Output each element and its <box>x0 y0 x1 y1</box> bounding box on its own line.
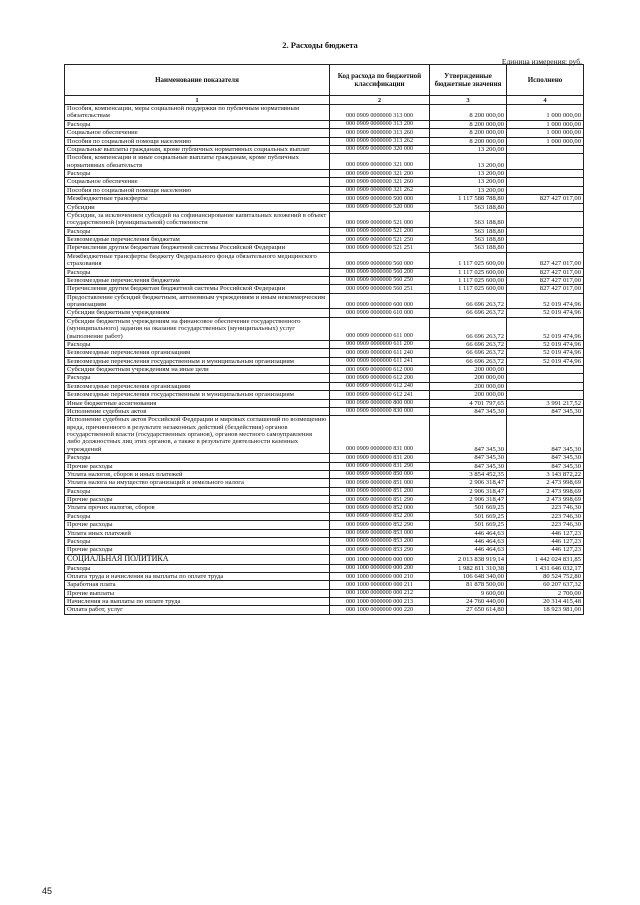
row-approved: 9 600,00 <box>430 589 507 597</box>
row-approved: 501 669,25 <box>430 521 507 529</box>
row-approved: 501 669,25 <box>430 504 507 512</box>
row-executed: 847 345,30 <box>507 454 584 462</box>
table-row <box>65 512 584 520</box>
row-executed: 3 991 217,52 <box>507 399 584 407</box>
row-code: 000 0909 0000000 560 200 <box>330 268 430 276</box>
row-executed: 847 345,30 <box>507 407 584 415</box>
row-code: 000 0909 0000000 611 200 <box>330 340 430 348</box>
row-name: Безвозмездные перечисления организациям <box>65 382 330 390</box>
row-code: 000 0909 0000000 611 240 <box>330 349 430 357</box>
row-executed <box>507 186 584 194</box>
row-executed: 2 700,00 <box>507 589 584 597</box>
row-executed: 52 019 474,96 <box>507 309 584 317</box>
row-executed: 2 473 998,69 <box>507 496 584 504</box>
row-name: Иные бюджетные ассигнования <box>65 399 330 407</box>
row-code: 000 0909 0000000 853 200 <box>330 537 430 545</box>
row-name: Субсидии, за исключением субсидий на софинансирование капитальных вложений в объект государственной (муниципальной) собственности <box>65 211 330 227</box>
row-code: 000 0909 0000000 611 241 <box>330 357 430 365</box>
row-approved: 66 696 263,72 <box>430 349 507 357</box>
row-code: 000 0909 0000000 853 000 <box>330 529 430 537</box>
row-name: Исполнение судебных актов Российской Федерации и мировых соглашений по возмещению вреда, причиненного в результате незаконных действий (бездействия) органов государственной власти (государственных органов), органов местного самоуправления либо должностных лиц этих органов, а также в результате деятельности казенных учреждений <box>65 416 330 454</box>
row-name: Расходы <box>65 374 330 382</box>
row-code: 000 0909 0000000 320 000 <box>330 145 430 153</box>
row-code: 000 0909 0000000 612 241 <box>330 391 430 399</box>
row-name: Прочие расходы <box>65 462 330 470</box>
table-row <box>65 554 584 564</box>
row-approved: 446 464,63 <box>430 546 507 554</box>
table-row <box>65 399 584 407</box>
table-row <box>65 564 584 572</box>
row-approved: 200 000,00 <box>430 374 507 382</box>
row-executed: 827 427 017,00 <box>507 268 584 276</box>
row-name: Межбюджетные трансферты <box>65 195 330 203</box>
row-approved: 200 000,00 <box>430 366 507 374</box>
row-name: Расходы <box>65 120 330 128</box>
table-row <box>65 496 584 504</box>
row-code: 000 0909 0000000 500 000 <box>330 195 430 203</box>
row-approved: 13 200,00 <box>430 145 507 153</box>
row-code: 000 0909 0000000 831 290 <box>330 462 430 470</box>
row-code: 000 0909 0000000 851 000 <box>330 479 430 487</box>
table-row <box>65 546 584 554</box>
row-approved: 13 200,00 <box>430 170 507 178</box>
table-row <box>65 170 584 178</box>
row-approved: 27 650 614,80 <box>430 606 507 614</box>
table-row <box>65 529 584 537</box>
table-row <box>65 606 584 614</box>
row-name: Прочие выплаты <box>65 589 330 597</box>
row-executed <box>507 244 584 252</box>
row-approved: 2 013 838 919,14 <box>430 554 507 564</box>
row-code: 000 0909 0000000 313 260 <box>330 129 430 137</box>
row-approved: 200 000,00 <box>430 391 507 399</box>
row-executed: 20 314 415,48 <box>507 598 584 606</box>
row-code: 000 0909 0000000 852 200 <box>330 512 430 520</box>
row-name: Заработная плата <box>65 581 330 589</box>
table-row <box>65 357 584 365</box>
table-row <box>65 211 584 227</box>
header-approved: Утвержденные бюджетные значения <box>430 65 507 96</box>
row-code: 000 0909 0000000 321 200 <box>330 170 430 178</box>
row-code: 000 1000 0000000 000 220 <box>330 606 430 614</box>
row-approved: 66 696 263,72 <box>430 309 507 317</box>
row-name: Оплата работ, услуг <box>65 606 330 614</box>
row-code: 000 0909 0000000 321 260 <box>330 178 430 186</box>
table-row <box>65 195 584 203</box>
row-executed <box>507 236 584 244</box>
row-approved: 13 200,00 <box>430 154 507 170</box>
row-approved: 24 760 440,00 <box>430 598 507 606</box>
row-executed <box>507 145 584 153</box>
table-row <box>65 317 584 340</box>
row-name: Межбюджетные трансферты бюджету Федерального фонда обязательного медицинского страхования <box>65 252 330 268</box>
header-code: Код расхода по бюджетной классификации <box>330 65 430 96</box>
row-approved: 1 117 025 600,00 <box>430 285 507 293</box>
table-row <box>65 276 584 284</box>
row-code: 000 0909 0000000 313 262 <box>330 137 430 145</box>
table-body <box>65 105 584 615</box>
row-name: Исполнение судебных актов <box>65 407 330 415</box>
row-approved: 563 188,80 <box>430 203 507 211</box>
row-code: 000 0909 0000000 313 200 <box>330 120 430 128</box>
row-approved: 66 696 263,72 <box>430 340 507 348</box>
row-name: Уплата прочих налогов, сборов <box>65 504 330 512</box>
row-name: Оплата труда и начисления на выплаты по оплате труда <box>65 572 330 580</box>
row-approved: 1 117 025 600,00 <box>430 252 507 268</box>
column-number: 1 <box>65 96 330 105</box>
row-approved: 563 188,80 <box>430 211 507 227</box>
row-name: Расходы <box>65 170 330 178</box>
row-code: 000 1000 0000000 000 000 <box>330 554 430 564</box>
page-number: 45 <box>42 886 53 896</box>
row-executed: 52 019 474,96 <box>507 349 584 357</box>
row-approved: 501 669,25 <box>430 512 507 520</box>
row-approved: 1 117 025 600,00 <box>430 276 507 284</box>
row-approved: 563 188,80 <box>430 236 507 244</box>
row-code: 000 0909 0000000 321 000 <box>330 154 430 170</box>
row-approved: 563 188,80 <box>430 227 507 235</box>
row-code: 000 0909 0000000 560 000 <box>330 252 430 268</box>
row-executed: 446 127,23 <box>507 537 584 545</box>
table-row <box>65 598 584 606</box>
row-executed: 827 427 017,00 <box>507 195 584 203</box>
table-row <box>65 454 584 462</box>
row-executed <box>507 178 584 186</box>
row-name: Безвозмездные перечисления государственным и муниципальным организациям <box>65 357 330 365</box>
row-approved: 1 117 588 788,80 <box>430 195 507 203</box>
row-executed: 847 345,30 <box>507 416 584 454</box>
row-name: Безвозмездные перечисления бюджетам <box>65 236 330 244</box>
row-code: 000 0909 0000000 830 000 <box>330 407 430 415</box>
row-executed: 52 019 474,96 <box>507 357 584 365</box>
row-name: Начисления на выплаты по оплате труда <box>65 598 330 606</box>
table-row <box>65 462 584 470</box>
table-row <box>65 581 584 589</box>
row-executed <box>507 382 584 390</box>
row-name: Прочие расходы <box>65 496 330 504</box>
row-name: Расходы <box>65 487 330 495</box>
row-name: Безвозмездные перечисления организациям <box>65 349 330 357</box>
row-name: Субсидии <box>65 203 330 211</box>
row-code: 000 0909 0000000 521 251 <box>330 244 430 252</box>
table-row <box>65 382 584 390</box>
row-code: 000 0909 0000000 831 200 <box>330 454 430 462</box>
row-code: 000 0909 0000000 313 000 <box>330 105 430 121</box>
row-approved: 2 906 318,47 <box>430 496 507 504</box>
table-row <box>65 309 584 317</box>
row-approved: 106 648 340,00 <box>430 572 507 580</box>
row-name: Субсидии бюджетным учреждениям на иные цели <box>65 366 330 374</box>
row-approved: 847 345,30 <box>430 416 507 454</box>
column-number: 2 <box>330 96 430 105</box>
row-code: 000 1000 0000000 000 210 <box>330 572 430 580</box>
row-approved: 2 906 318,47 <box>430 487 507 495</box>
row-name: Субсидии бюджетным учреждениям <box>65 309 330 317</box>
row-executed: 446 127,23 <box>507 546 584 554</box>
row-name: Расходы <box>65 340 330 348</box>
table-row <box>65 479 584 487</box>
row-executed: 18 923 981,00 <box>507 606 584 614</box>
row-code: 000 0909 0000000 600 000 <box>330 293 430 309</box>
table-row <box>65 236 584 244</box>
row-approved: 847 345,30 <box>430 454 507 462</box>
column-number: 4 <box>507 96 584 105</box>
table-row <box>65 391 584 399</box>
row-name: Расходы <box>65 512 330 520</box>
table-row <box>65 227 584 235</box>
row-approved: 8 200 000,00 <box>430 105 507 121</box>
table-row <box>65 374 584 382</box>
row-executed: 223 746,30 <box>507 504 584 512</box>
table-row <box>65 252 584 268</box>
row-code: 000 0909 0000000 852 290 <box>330 521 430 529</box>
row-executed: 2 473 998,69 <box>507 487 584 495</box>
row-name: Социальное обеспечение <box>65 178 330 186</box>
row-code: 000 1000 0000000 000 211 <box>330 581 430 589</box>
table-row <box>65 416 584 454</box>
row-approved: 13 200,00 <box>430 186 507 194</box>
row-code: 000 0909 0000000 521 200 <box>330 227 430 235</box>
row-approved: 66 696 263,72 <box>430 293 507 309</box>
row-name: Расходы <box>65 454 330 462</box>
row-code: 000 1000 0000000 000 212 <box>330 589 430 597</box>
row-approved: 1 117 025 600,00 <box>430 268 507 276</box>
row-executed: 1 442 024 831,85 <box>507 554 584 564</box>
row-name: Расходы <box>65 537 330 545</box>
row-executed <box>507 374 584 382</box>
table-row <box>65 293 584 309</box>
row-executed: 3 143 872,22 <box>507 470 584 478</box>
row-approved: 563 188,80 <box>430 244 507 252</box>
row-executed: 1 000 000,00 <box>507 105 584 121</box>
row-name: Социальное обеспечение <box>65 129 330 137</box>
row-name: Пособия по социальной помощи населению <box>65 137 330 145</box>
table-row <box>65 537 584 545</box>
row-code: 000 0909 0000000 521 000 <box>330 211 430 227</box>
row-name: Безвозмездные перечисления бюджетам <box>65 276 330 284</box>
table-row <box>65 470 584 478</box>
column-number: 3 <box>430 96 507 105</box>
row-executed: 446 127,23 <box>507 529 584 537</box>
row-approved: 4 701 797,65 <box>430 399 507 407</box>
row-executed: 52 019 474,96 <box>507 317 584 340</box>
row-executed <box>507 170 584 178</box>
table-row <box>65 154 584 170</box>
row-executed: 52 019 474,96 <box>507 340 584 348</box>
row-executed: 1 000 000,00 <box>507 120 584 128</box>
table-row <box>65 487 584 495</box>
row-name: Перечисления другим бюджетам бюджетной системы Российской Федерации <box>65 285 330 293</box>
row-name: Перечисления другим бюджетам бюджетной системы Российской Федерации <box>65 244 330 252</box>
row-name: Уплата налогов, сборов и иных платежей <box>65 470 330 478</box>
row-executed: 80 524 752,80 <box>507 572 584 580</box>
table-row <box>65 285 584 293</box>
row-code: 000 0909 0000000 612 200 <box>330 374 430 382</box>
table-row <box>65 366 584 374</box>
row-approved: 66 696 263,72 <box>430 357 507 365</box>
row-name: Пособия, компенсации, меры социальной поддержки по публичным нормативным обязательствам <box>65 105 330 121</box>
row-executed: 1 000 000,00 <box>507 137 584 145</box>
table-row <box>65 407 584 415</box>
row-name: Пособия, компенсации и иные социальные выплаты гражданам, кроме публичных нормативных обязательств <box>65 154 330 170</box>
row-code: 000 0909 0000000 520 000 <box>330 203 430 211</box>
row-name: Прочие расходы <box>65 521 330 529</box>
row-code: 000 0909 0000000 521 250 <box>330 236 430 244</box>
row-code: 000 0909 0000000 612 000 <box>330 366 430 374</box>
row-approved: 66 696 263,72 <box>430 317 507 340</box>
budget-expenses-table <box>64 64 584 615</box>
table-row <box>65 129 584 137</box>
row-approved: 1 982 811 310,38 <box>430 564 507 572</box>
row-code: 000 0909 0000000 611 000 <box>330 317 430 340</box>
row-code: 000 0909 0000000 560 250 <box>330 276 430 284</box>
row-approved: 847 345,30 <box>430 462 507 470</box>
row-executed: 1 431 646 032,17 <box>507 564 584 572</box>
row-executed <box>507 366 584 374</box>
table-row <box>65 137 584 145</box>
row-executed <box>507 227 584 235</box>
row-code: 000 0909 0000000 560 251 <box>330 285 430 293</box>
table-row <box>65 349 584 357</box>
row-name: Безвозмездные перечисления государственным и муниципальным организациям <box>65 391 330 399</box>
row-code: 000 0909 0000000 321 262 <box>330 186 430 194</box>
row-code: 000 0909 0000000 800 000 <box>330 399 430 407</box>
row-approved: 81 878 500,00 <box>430 581 507 589</box>
header-executed: Исполнено <box>507 65 584 96</box>
units-label: Единица измерения: руб. <box>501 57 582 66</box>
row-name: Социальные выплаты гражданам, кроме публичных нормативных социальных выплат <box>65 145 330 153</box>
row-executed <box>507 211 584 227</box>
row-executed: 52 019 474,96 <box>507 293 584 309</box>
row-code: 000 1000 0000000 000 213 <box>330 598 430 606</box>
row-approved: 3 854 452,35 <box>430 470 507 478</box>
row-name: Субсидии бюджетным учреждениям на финансовое обеспечение государственного (муниципального) задания на оказание государственных (муниципальных) услуг (выполнение работ) <box>65 317 330 340</box>
row-executed: 223 746,30 <box>507 521 584 529</box>
row-approved: 8 200 000,00 <box>430 120 507 128</box>
row-executed: 827 427 017,00 <box>507 252 584 268</box>
row-approved: 446 464,63 <box>430 529 507 537</box>
row-name: Уплата иных платежей <box>65 529 330 537</box>
table-row <box>65 178 584 186</box>
row-executed: 847 345,30 <box>507 462 584 470</box>
row-executed: 827 427 017,00 <box>507 276 584 284</box>
table-row <box>65 340 584 348</box>
row-approved: 200 000,00 <box>430 382 507 390</box>
row-name: Расходы <box>65 564 330 572</box>
row-code: 000 0909 0000000 853 290 <box>330 546 430 554</box>
table-row <box>65 589 584 597</box>
table-row <box>65 120 584 128</box>
row-executed <box>507 391 584 399</box>
row-executed: 827 427 017,00 <box>507 285 584 293</box>
row-code: 000 0909 0000000 612 240 <box>330 382 430 390</box>
row-code: 000 0909 0000000 610 000 <box>330 309 430 317</box>
row-code: 000 0909 0000000 850 000 <box>330 470 430 478</box>
row-executed: 60 207 637,32 <box>507 581 584 589</box>
table-row <box>65 145 584 153</box>
row-approved: 8 200 000,00 <box>430 137 507 145</box>
row-name: Расходы <box>65 268 330 276</box>
table-row <box>65 268 584 276</box>
row-executed: 1 000 000,00 <box>507 129 584 137</box>
row-executed: 223 746,30 <box>507 512 584 520</box>
row-code: 000 0909 0000000 851 200 <box>330 487 430 495</box>
table-row <box>65 203 584 211</box>
row-executed <box>507 154 584 170</box>
table-row <box>65 572 584 580</box>
row-approved: 847 345,30 <box>430 407 507 415</box>
table-row <box>65 105 584 121</box>
row-code: 000 0909 0000000 851 290 <box>330 496 430 504</box>
row-code: 000 0909 0000000 831 000 <box>330 416 430 454</box>
row-name: Уплата налога на имущество организаций и земельного налога <box>65 479 330 487</box>
row-name: Предоставление субсидий бюджетным, автономным учреждениям и иным некоммерческим организациям <box>65 293 330 309</box>
section-title: 2. Расходы бюджета <box>282 40 358 50</box>
table-row <box>65 521 584 529</box>
row-approved: 2 906 318,47 <box>430 479 507 487</box>
row-executed <box>507 203 584 211</box>
row-name: Пособия по социальной помощи населению <box>65 186 330 194</box>
row-approved: 446 464,63 <box>430 537 507 545</box>
table-row <box>65 186 584 194</box>
row-code: 000 1000 0000000 000 200 <box>330 564 430 572</box>
row-approved: 8 200 000,00 <box>430 129 507 137</box>
table-row <box>65 244 584 252</box>
row-name: Расходы <box>65 227 330 235</box>
header-name: Наименование показателя <box>65 65 330 96</box>
table-row <box>65 504 584 512</box>
row-approved: 13 200,00 <box>430 178 507 186</box>
row-code: 000 0909 0000000 852 000 <box>330 504 430 512</box>
row-name: СОЦИАЛЬНАЯ ПОЛИТИКА <box>65 554 330 564</box>
row-executed: 2 473 998,69 <box>507 479 584 487</box>
row-name: Прочие расходы <box>65 546 330 554</box>
